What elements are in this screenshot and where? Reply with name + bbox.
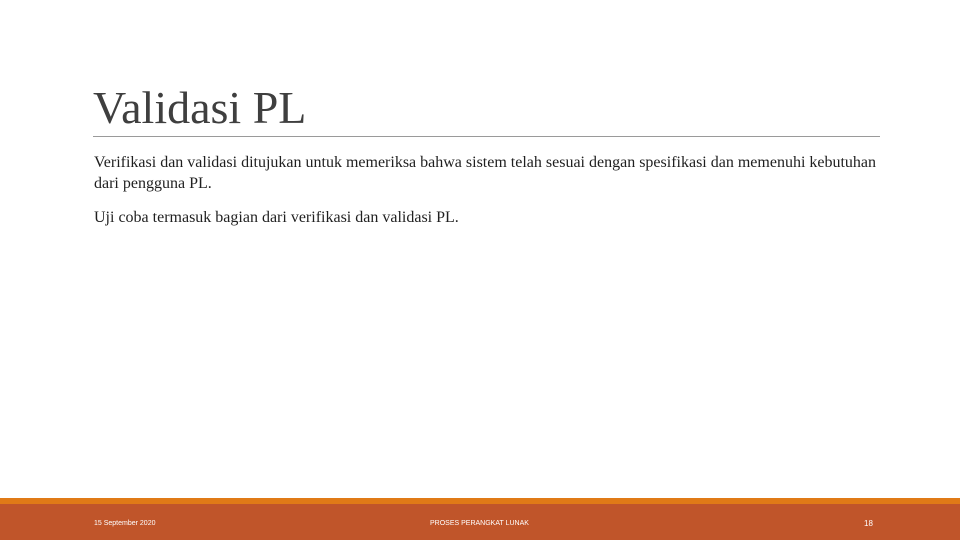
footer-date: 15 September 2020: [94, 520, 156, 527]
footer-course-title: PROSES PERANGKAT LUNAK: [430, 520, 529, 527]
title-divider: [93, 136, 880, 137]
body-paragraph-1: Verifikasi dan validasi ditujukan untuk memeriksa bahwa sistem telah sesuai dengan spesifikasi dan memenuhi kebutuhan dari pengguna PL.: [94, 154, 877, 192]
body-paragraph-2: Uji coba termasuk bagian dari verifikasi dan validasi PL.: [94, 209, 459, 226]
slide-title: Validasi PL: [93, 82, 307, 133]
footer-page-number: 18: [864, 519, 873, 528]
